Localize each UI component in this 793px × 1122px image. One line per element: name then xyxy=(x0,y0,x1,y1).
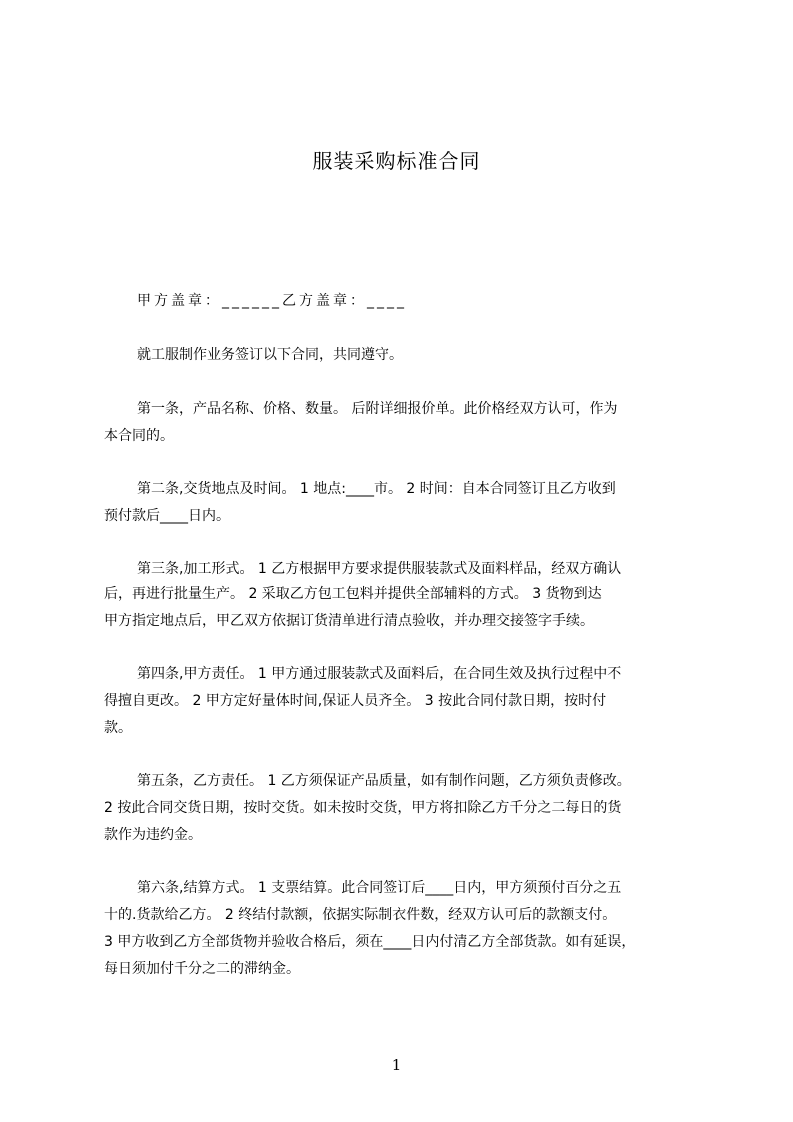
page-number: 1 xyxy=(391,1056,402,1074)
article-6-line-4: 每日须加付千分之二的滞纳金。 xyxy=(104,961,300,977)
article-4-line-1: 第四条,甲方责任。 1 甲方通过服装款式及面料后，在合同生效及执行过程中不 xyxy=(137,666,622,682)
article-4-line-3: 款。 xyxy=(104,720,132,736)
article-3-line-2: 后，再进行批量生产。 2 采取乙方包工包料并提供全部辅料的方式。 3 货物到达 xyxy=(104,586,602,602)
article-3-line-3: 甲方指定地点后，甲乙双方依据订货清单进行清点验收，并办理交接签字手续。 xyxy=(104,613,594,629)
document-title: 服装采购标准合同 xyxy=(312,149,481,173)
article-5-line-3: 款作为违约金。 xyxy=(104,827,202,843)
intro-text: 就工服制作业务签订以下合同，共同遵守。 xyxy=(137,347,403,363)
article-6-line-3: 3 甲方收到乙方全部货物并验收合格后，须在____日内付清乙方全部货款。如有延误， xyxy=(104,934,636,950)
article-3-line-1: 第三条,加工形式。 1 乙方根据甲方要求提供服装款式及面料样品，经双方确认 xyxy=(137,561,622,577)
article-2-line-2: 预付款后____日内。 xyxy=(104,508,230,524)
article-2-line-1: 第二条,交货地点及时间。 1 地点:____市。 2 时间：自本合同签订且乙方收到 xyxy=(137,481,616,497)
signature-line: 甲方盖章：______乙方盖章：____ xyxy=(137,293,407,309)
article-6-line-1: 第六条,结算方式。 1 支票结算。此合同签订后____日内，甲方须预付百分之五 xyxy=(137,880,622,896)
article-6-line-2: 十的.货款给乙方。 2 终结付款额，依据实际制衣件数，经双方认可后的款额支付。 xyxy=(104,907,617,923)
article-5-line-2: 2 按此合同交货日期，按时交货。如未按时交货，甲方将扣除乙方千分之二每日的货 xyxy=(104,800,622,816)
article-1-line-1: 第一条，产品名称、价格、数量。 后附详细报价单。此价格经双方认可，作为 xyxy=(137,401,618,417)
article-1-line-2: 本合同的。 xyxy=(104,428,174,444)
article-4-line-2: 得擅自更改。 2 甲方定好量体时间,保证人员齐全。 3 按此合同付款日期，按时付 xyxy=(104,693,607,709)
article-5-line-1: 第五条，乙方责任。 1 乙方须保证产品质量，如有制作问题，乙方须负责修改。 xyxy=(137,773,631,789)
